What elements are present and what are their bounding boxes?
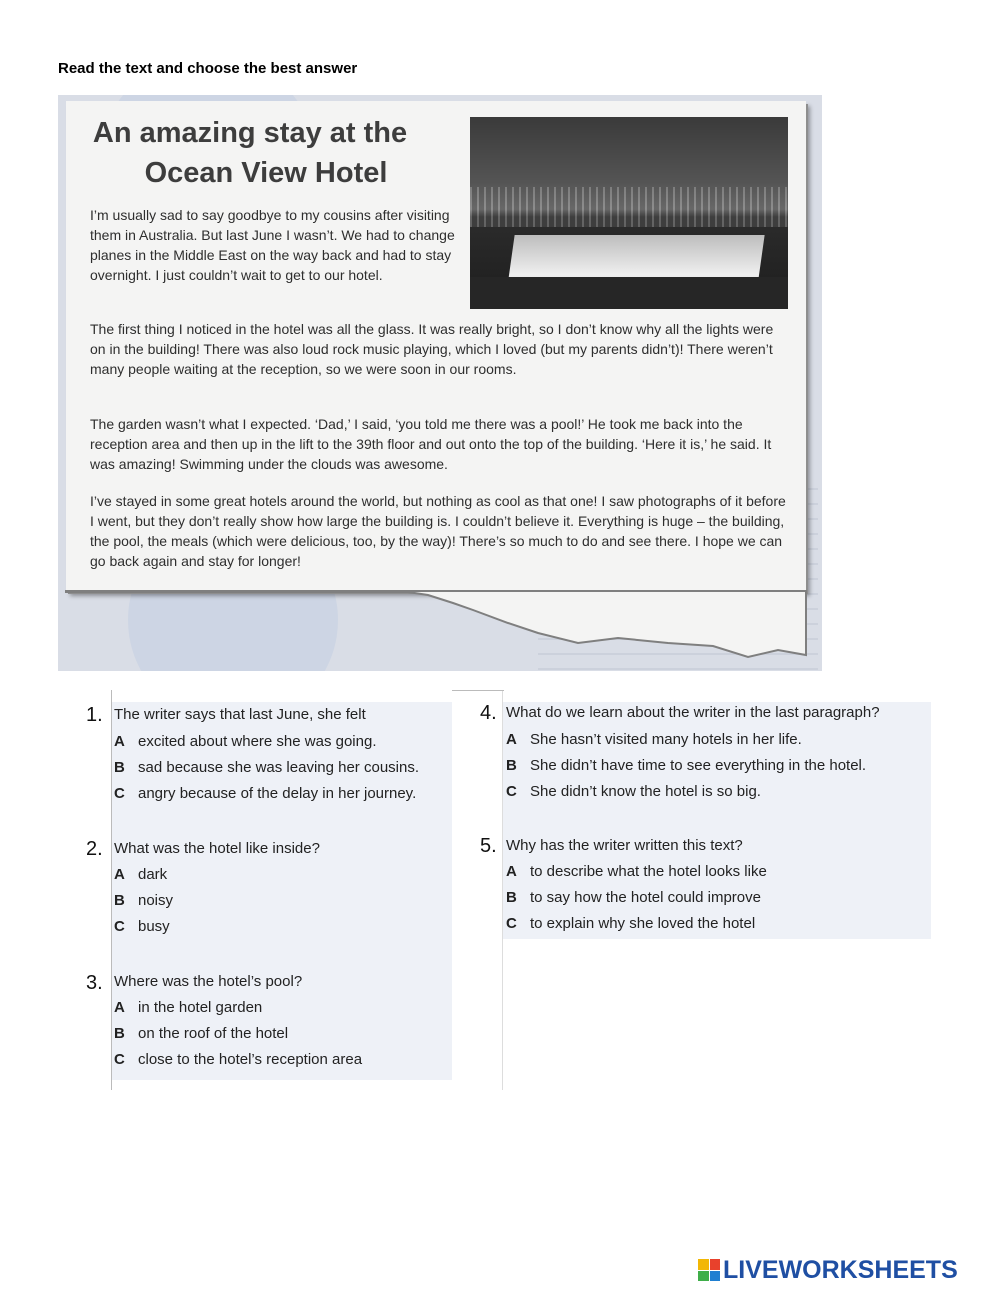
- answer-option[interactable]: [114, 866, 167, 883]
- option-text: close to the hotel’s reception area: [138, 1051, 363, 1068]
- divider: [452, 690, 504, 691]
- liveworksheets-logo-icon: [698, 1259, 720, 1281]
- option-text: on the roof of the hotel: [138, 1025, 289, 1042]
- instructions: Read the text and choose the best answer: [58, 60, 358, 77]
- answer-option[interactable]: [506, 915, 755, 932]
- option-text: excited about where she was going.: [138, 733, 377, 750]
- question-number: 4.: [480, 702, 497, 724]
- answer-option[interactable]: [114, 999, 262, 1016]
- option-text: to explain why she loved the hotel: [530, 915, 756, 932]
- option-text: sad because she was leaving her cousins.: [138, 759, 420, 776]
- question-number: 2.: [86, 838, 103, 860]
- option-letter: A: [114, 733, 125, 750]
- article-paragraph: I’ve stayed in some great hotels around the world, but nothing as cool as that one! I saw photographs of it before I went, but they don’t really show how large the building is. I couldn’t believe it. Everything is huge – the building, the pool, the meals (which were delicious, too, by the way)! There’s so much to do and see there. I hope we can go back again and stay for longer!: [90, 493, 786, 569]
- option-letter: C: [506, 783, 517, 800]
- answer-option[interactable]: [114, 785, 416, 802]
- option-letter: A: [506, 863, 517, 880]
- question-text: Why has the writer written this text?: [506, 837, 743, 854]
- brand-name: LIVEWORKSHEETS: [723, 1255, 958, 1284]
- divider: [502, 690, 503, 1090]
- question-text: What do we learn about the writer in the last paragraph?: [506, 704, 880, 721]
- option-text: to describe what the hotel looks like: [530, 863, 767, 880]
- option-letter: B: [114, 892, 125, 909]
- option-text: noisy: [138, 892, 174, 909]
- option-letter: B: [114, 1025, 125, 1042]
- option-text: angry because of the delay in her journey.: [138, 785, 417, 802]
- option-letter: B: [506, 757, 517, 774]
- option-text: She didn’t know the hotel is so big.: [530, 783, 761, 800]
- option-letter: C: [506, 915, 517, 932]
- question-number: 1.: [86, 704, 103, 726]
- option-letter: A: [506, 731, 517, 748]
- option-letter: C: [114, 918, 125, 935]
- answer-option[interactable]: [506, 863, 767, 880]
- option-letter: A: [114, 999, 125, 1016]
- answer-option[interactable]: [114, 1051, 362, 1068]
- question-text: Where was the hotel’s pool?: [114, 973, 303, 990]
- option-text: She hasn’t visited many hotels in her life.: [530, 731, 802, 748]
- option-text: in the hotel garden: [138, 999, 263, 1016]
- article-scan: [58, 95, 822, 671]
- liveworksheets-logo[interactable]: [698, 1256, 958, 1284]
- option-text: busy: [138, 918, 170, 935]
- article-title-line1: An amazing stay at the: [92, 117, 408, 149]
- option-text: dark: [138, 866, 168, 883]
- answer-option[interactable]: [506, 783, 761, 800]
- option-letter: C: [114, 785, 125, 802]
- answer-option[interactable]: [114, 892, 173, 909]
- answer-option[interactable]: [114, 1025, 288, 1042]
- option-text: She didn’t have time to see everything in the hotel.: [530, 757, 867, 774]
- divider: [111, 690, 112, 1090]
- option-letter: C: [114, 1051, 125, 1068]
- article-paragraph: The garden wasn’t what I expected. ‘Dad,’ I said, ‘you told me there was a pool!’ He took me back into the reception area and then up in the lift to the 39th floor and out onto the top of the building. ‘Here it is,’ he said. It was amazing! Swimming under the clouds was awesome.: [90, 416, 772, 472]
- article-paragraph: I’m usually sad to say goodbye to my cousins after visiting them in Australia. But last June I wasn’t. We had to change planes in the Middle East on the way back and had to stay overnight. I just couldn’t wait to get to our hotel.: [90, 207, 455, 283]
- article-title-line2: Ocean View Hotel: [144, 157, 388, 189]
- answer-option[interactable]: [114, 759, 419, 776]
- question-number: 5.: [480, 835, 497, 857]
- answer-option[interactable]: [114, 918, 170, 935]
- torn-paper-flap: [66, 591, 806, 657]
- answer-option[interactable]: [506, 731, 802, 748]
- torn-edge: [58, 95, 822, 671]
- option-text: to say how the hotel could improve: [530, 889, 761, 906]
- question-text: What was the hotel like inside?: [114, 840, 320, 857]
- question-number: 3.: [86, 972, 103, 994]
- option-letter: B: [114, 759, 125, 776]
- option-letter: B: [506, 889, 517, 906]
- option-letter: A: [114, 866, 125, 883]
- question-text: The writer says that last June, she felt: [114, 706, 366, 723]
- answer-option[interactable]: [114, 733, 376, 750]
- answer-option[interactable]: [506, 757, 866, 774]
- article-paragraph: The first thing I noticed in the hotel was all the glass. It was really bright, so I don’t know why all the lights were on in the building! There was also loud rock music playing, which I loved (but my parents didn’t)! There weren’t many people waiting at the reception, so we were soon in our rooms.: [90, 321, 774, 377]
- answer-option[interactable]: [506, 889, 761, 906]
